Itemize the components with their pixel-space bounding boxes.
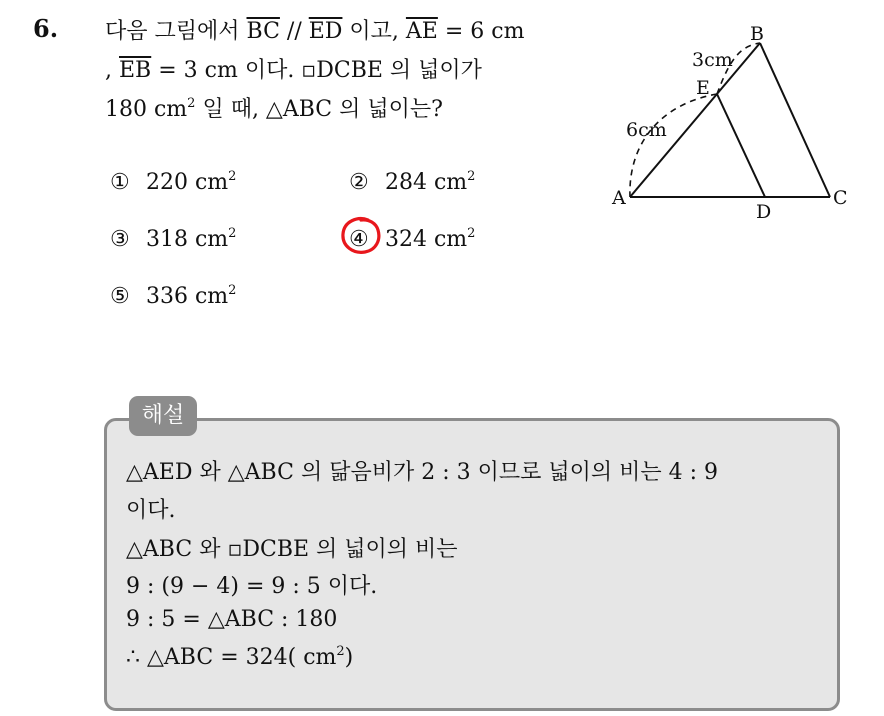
answer-circle-mark [338,215,384,257]
choice-5[interactable]: ⑤ 336 $cm^2$ [110,283,237,309]
label-a: A [612,187,626,209]
label-e: E [696,77,710,99]
label-b: B [750,23,764,45]
label-d: D [756,201,772,223]
segment-ed-line [717,94,765,197]
solution-line-1: △AED 와 △ABC 의 닮음비가 2 : 3 이므로 넓이의 비는 4 : 9 [126,460,718,485]
question-text-line3: 180 $cm^2$ 일 때, △ABC 의 넓이는? [105,96,443,122]
segment-bc: $\overline{BC}$ [246,19,280,44]
choice-3[interactable]: ③ 318 $cm^2$ [110,226,237,252]
choice-2[interactable]: ② 284 $cm^2$ [349,169,476,195]
choice-4[interactable]: ④ 324 $cm^2$ [349,226,476,252]
solution-line-3: △ABC 와 ▫DCBE 의 넓이의 비는 [126,537,458,562]
segment-ed: $\overline{ED}$ [308,19,343,44]
triangle-figure [600,14,860,229]
solution-line-2: 이다. [126,498,176,523]
length-ae: 6cm [626,119,667,141]
segment-ae: $\overline{AE}$ [405,19,438,44]
question-number: 6. [33,14,59,43]
length-eb: 3cm [692,49,733,71]
solution-line-6: ∴ △ABC = 324( $cm^2$) [126,644,354,670]
label-c: C [833,187,848,209]
segment-eb: $\overline{EB}$ [119,58,152,83]
solution-line-5: 9 : 5 = △ABC : 180 [126,607,338,632]
question-text-line2: , $\overline{EB} = 3$ cm 이다. ▫DCBE 의 넓이가 [105,58,482,83]
solution-line-4: 9 : (9 − 4) = 9 : 5 이다. [126,574,378,599]
solution-label: 해설 [129,396,197,436]
choice-1[interactable]: ① 220 $cm^2$ [110,169,237,195]
side-bc [760,43,830,197]
question-text-line1: 다음 그림에서 $\overline{BC} // \overline{ED}$ 이고, $\overline{AE} = 6$ cm [105,19,525,44]
